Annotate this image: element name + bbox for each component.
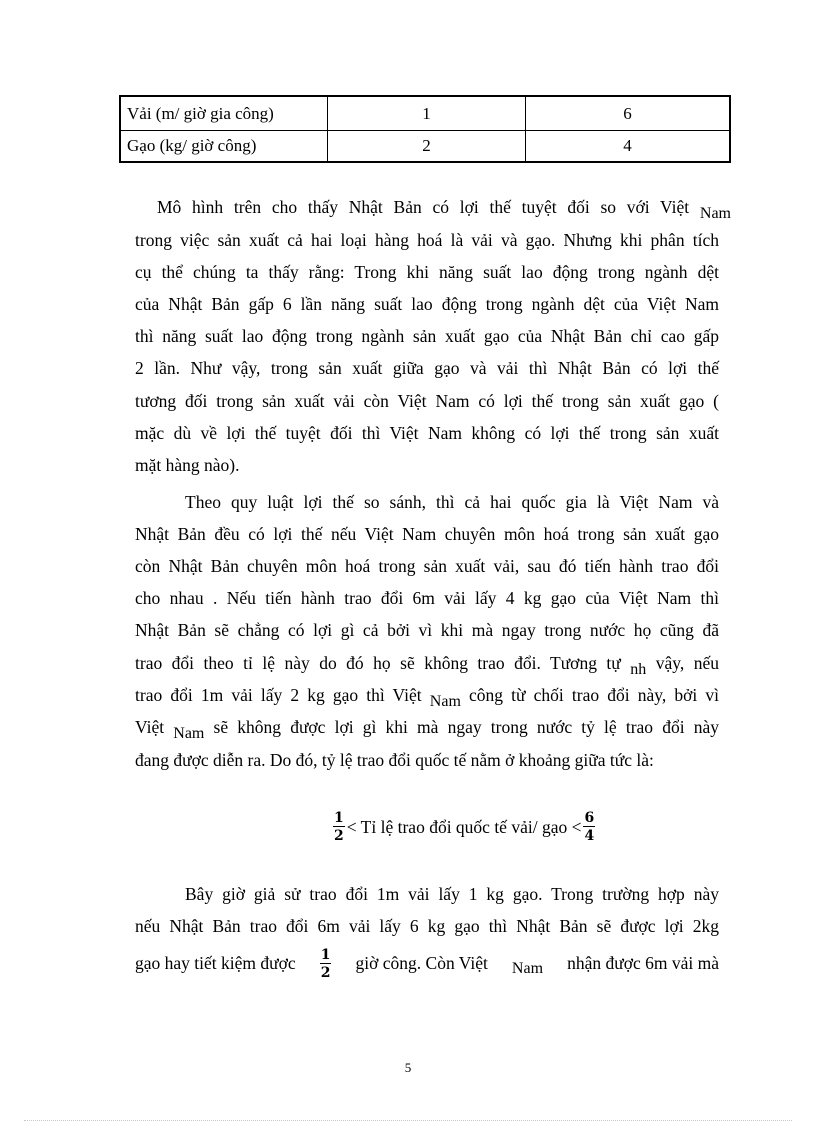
paragraph-line: trong việc sản xuất cả hai loại hàng hoá là vải và gạo. Nhưng khi phân tích xyxy=(135,230,719,250)
fraction-denominator: 2 xyxy=(334,828,344,844)
paragraph-line: tương đối trong sản xuất vải còn Việt Nam có lợi thế trong sản xuất gạo ( xyxy=(135,391,719,411)
paragraph-line: còn Nhật Bản chuyên môn hoá trong sản xuất vải, sau đó tiến hành trao đổi xyxy=(135,556,719,576)
text-run: gạo hay tiết kiệm được xyxy=(135,953,296,974)
paragraph-line xyxy=(135,653,720,678)
row-label: Gạo (kg/ giờ công) xyxy=(121,130,328,161)
table-row xyxy=(121,130,729,161)
text-run: Việt xyxy=(135,717,165,737)
paragraph-line: mặc dù về lợi thế tuyệt đối thì Việt Nam không có lợi thế trong sản xuất xyxy=(135,423,719,443)
text-run: trao đổi theo tỉ lệ này do đó họ sẽ không trao đổi. Tương tự xyxy=(135,653,621,673)
paragraph-line: của Nhật Bản gấp 6 lần năng suất lao động trong ngành dệt của Việt Nam xyxy=(135,294,719,314)
paragraph-line: Theo quy luật lợi thế so sánh, thì cả hai quốc gia là Việt Nam và xyxy=(185,492,719,512)
paragraph-line: mặt hàng nào). xyxy=(135,455,240,475)
paragraph-line: nếu Nhật Bản trao đổi 6m vải lấy 6 kg gạo thì Nhật Bản sẽ được lợi 2kg xyxy=(135,916,719,936)
text-run: Mô hình trên cho thấy Nhật Bản có lợi thế tuyệt đối so với Việt xyxy=(157,197,690,217)
paragraph-line: Bây giờ giả sử trao đổi 1m vải lấy 1 kg gạo. Trong trường hợp này xyxy=(185,884,719,904)
fraction-numerator: 1 xyxy=(320,947,331,963)
formula-text: < Tỉ lệ trao đổi quốc tế vải/ gạo < xyxy=(346,816,582,837)
text-run: sẽ không được lợi gì khi mà ngay trong nước tỷ lệ trao đổi này xyxy=(213,717,720,737)
text-run: nh xyxy=(630,661,647,678)
productivity-table xyxy=(119,95,731,163)
paragraph-line xyxy=(135,717,720,742)
paragraph-line xyxy=(157,197,731,222)
paragraph-line xyxy=(135,948,719,980)
vietnam-value: 2 xyxy=(328,130,526,161)
japan-value: 6 xyxy=(623,104,632,123)
text-run: vậy, nếu xyxy=(655,653,720,673)
fraction-denominator: 2 xyxy=(320,965,331,981)
text-run: Nam xyxy=(511,960,544,977)
paragraph-line: Nhật Bản đều có lợi thế nếu Việt Nam chuyên môn hoá trong sản xuất gạo xyxy=(135,524,719,544)
japan-value: 4 xyxy=(623,136,632,155)
fraction-inline xyxy=(320,948,332,980)
row-label: Vải (m/ giờ gia công) xyxy=(121,97,328,130)
fraction-denominator: 4 xyxy=(584,828,595,844)
paragraph-line xyxy=(135,685,720,710)
paragraph-line: thì năng suất lao động trong ngành sản xuất gạo của Nhật Bản chỉ cao gấp xyxy=(135,326,719,346)
paragraph-line: cụ thể chúng ta thấy rằng: Trong khi năng suất lao động trong ngành dệt xyxy=(135,262,719,282)
page-number: 5 xyxy=(404,1060,412,1075)
bottom-divider xyxy=(24,1120,792,1121)
paragraph-line: cho nhau . Nếu tiến hành trao đổi 6m vải lấy 4 kg gạo của Việt Nam thì xyxy=(135,588,719,608)
paragraph-line: 2 lần. Như vậy, trong sản xuất giữa gạo và vải thì Nhật Bản có lợi thế xyxy=(135,358,719,378)
fraction-left xyxy=(333,811,345,843)
text-run: công từ chối trao đổi này, bởi vì xyxy=(469,685,720,705)
fraction-right xyxy=(583,811,595,843)
exchange-ratio-formula xyxy=(333,805,595,849)
paragraph-line: đang được diễn ra. Do đó, tỷ lệ trao đổi quốc tế nằm ở khoảng giữa tức là: xyxy=(135,750,654,770)
text-run: nhận được 6m vải mà xyxy=(567,953,719,974)
text-run: giờ công. Còn Việt xyxy=(355,953,488,974)
table-row xyxy=(121,97,729,131)
fraction-numerator: 1 xyxy=(334,810,344,826)
text-run: Nam xyxy=(699,205,731,222)
text-run: Nam xyxy=(173,725,205,742)
text-run: Nam xyxy=(429,693,461,710)
fraction-numerator: 6 xyxy=(584,810,595,826)
text-run: trao đổi 1m vải lấy 2 kg gạo thì Việt xyxy=(135,685,422,705)
paragraph-line: Nhật Bản sẽ chẳng có lợi gì cả bởi vì khi mà ngay trong nước họ cũng đã xyxy=(135,620,719,640)
vietnam-value: 1 xyxy=(328,97,526,130)
